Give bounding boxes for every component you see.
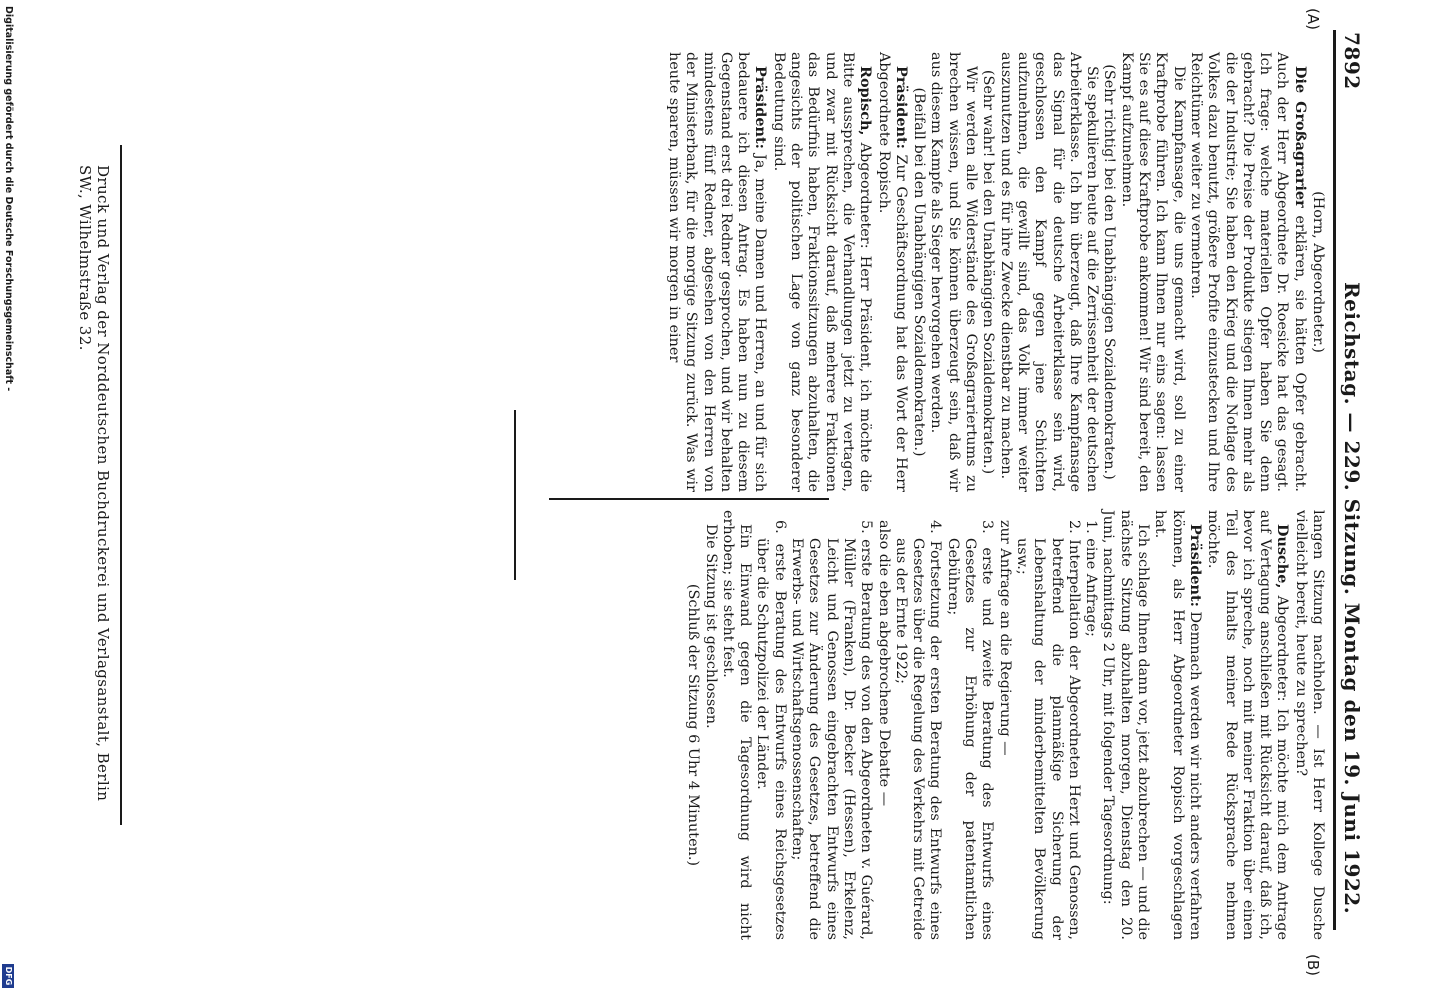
- page-number: 7892: [1340, 32, 1364, 90]
- interjection: (Sehr wahr! bei den Unabhängigen Sozialdemokraten.): [980, 69, 997, 475]
- interjection: (Sehr richtig! bei den Unabhängigen Sozialdemokraten.): [1101, 64, 1118, 480]
- paragraph-text: Zur Geschäftsordnung hat das Wort der Herr Abgeordnete Ropisch.: [875, 52, 909, 493]
- paragraph: Sie spekulieren heute auf die Zerrissenheit der deutschen Arbeiterklasse. Ich bin überzeugt, daß Ihre Kampfansage das Signal für die deutsche Arbeiterklasse sein wird, geschlossen den Kampf gegen jene Schichten aufzunehmen, die gewillt sind, das Volk immer weiter auszunutzen und es für ihre Zwecke dienstbar zu machen.: [997, 52, 1101, 492]
- agenda-item: also die eben abgebrochene Debatte —: [875, 520, 892, 807]
- imprint-line: Druck und Verlag der Norddeutschen Buchdruckerei und Verlagsanstalt, Berlin SW., Wilhelmstraße 32.: [76, 165, 112, 802]
- agenda-item: 6. erste Beratung des Entwurfs eines Reichsgesetzes über die Schutzpolizei der Länder.: [754, 520, 788, 940]
- margin-mark-b: (B): [1304, 954, 1322, 976]
- paragraph-text: Ja, meine Damen und Herren, an und für sich bedauere ich diesen Antrag. Es haben nun zu diesem Gegenstand erst drei Redner gesprochen, und wir behalten mindestens fünf Redner, abgesehen von den Herren von der Ministerbank, für die morgige Sitzung zurück. Was wir heute sparen, müssen wir morgen in einer: [666, 52, 769, 493]
- speaker-name: Präsident:: [1186, 524, 1204, 607]
- page-header: [1336, 32, 1366, 942]
- paragraph: [1187, 52, 1309, 492]
- end-rule: [514, 410, 516, 580]
- agenda-item: 3. erste und zweite Beratung des Entwurfs eines Gesetzes zur Erhöhung der patentamtlichen Gebühren;: [944, 520, 996, 940]
- paragraph: Die Sitzung ist geschlossen.: [702, 524, 719, 729]
- agenda-item: 2. Interpellation der Abgeordneten Herzt und Genossen, betreffend die planmäßige Sicherung der Lebenshaltung der minderbemittelten Bevölkerung usw.;: [1013, 520, 1082, 940]
- paragraph: [770, 52, 875, 492]
- speaker-name: Präsident:: [752, 66, 770, 149]
- agenda-list: [753, 520, 1100, 940]
- speaker-name: Dusche,: [1274, 524, 1292, 589]
- paragraph: langen Sitzung nachholen. — Ist Herr Kollege Dusche vielleicht bereit, heute zu sprechen?: [1292, 510, 1326, 940]
- speaker-line: (Horn, Abgeordneter.): [1310, 191, 1326, 353]
- speaker-name: Präsident:: [892, 66, 910, 149]
- paragraph: Wir werden alle Widerstände des Großagrariertums zu brechen wissen, und Sie können überzeugt sein, daß wir aus diesem Kampfe als Sieger hervorgehen werden.: [928, 52, 980, 492]
- agenda-item: 4. Fortsetzung der ersten Beratung des Entwurfs eines Gesetzes über die Regelung des Verkehrs mit Getreide aus der Ernte 1922;: [892, 520, 944, 940]
- paragraph-text: Abgeordneter: Ich möchte mich dem Antrage auf Vertagung anschließen mit Rücksicht darauf, daß ich, bevor ich spreche, noch mit meiner Fraktion über einen Teil des Inhalts meiner Rede Rücksprache nehmen möchte.: [1205, 510, 1291, 940]
- digitization-footer: [0, 0, 14, 1000]
- paragraph: [665, 52, 770, 492]
- paragraph: Ein Einwand gegen die Tagesordnung wird nicht erhoben; sie steht fest.: [719, 510, 754, 940]
- footer-text: Digitalisierung gefördert durch die Deutsche Forschungsgemeinschaft -: [3, 6, 14, 392]
- paragraph-text: erklären, sie hätten Opfer gebracht. Auch der Herr Abgeordnete Dr. Roesicke hat das gesagt. Ich frage: welche materiellen Opfer haben Sie denn gebracht? Die Preise der Produkte stiegen Ihnen mehr als die der Industrie; Sie haben den Krieg und die Notlage des Volkes dazu benutzt, größere Profite einzustecken und Ihre Reichtümer weiter zu vermehren.: [1187, 52, 1308, 492]
- page-title: Reichstag. — 229. Sitzung. Montag den 19. Juni 1922.: [1340, 282, 1364, 915]
- paragraph: Die Kampfansage, die uns gemacht wird, soll zu einer Kraftprobe führen. Ich kann Ihnen nur eins sagen: lassen Sie es auf diese Kraftprobe ankommen! Wir sind bereit, den Kampf aufzunehmen.: [1118, 52, 1187, 492]
- paragraph-text: Demnach werden wir nicht anders verfahren können, als Herr Abgeordneter Ropisch vorgeschlagen hat.: [1152, 510, 1203, 940]
- paragraph: [1204, 510, 1291, 940]
- agenda-item: 5. erste Beratung des von den Abgeordneten v. Guérard, Müller (Franken), Dr. Becker (Hessen), Erkelenz, Leicht und Genossen eingebrachten Entwurfs eines Gesetzes zur Änderung des Gesetzes, betreffend die Erwerbs- und Wirtschaftsgenossenschaften;: [789, 520, 875, 940]
- agenda-item: 1. eine Anfrage;: [1083, 520, 1100, 637]
- paragraph: [874, 52, 910, 492]
- imprint-rule: [121, 145, 123, 825]
- emphasis: Die Großagrarier: [1291, 66, 1309, 208]
- column-divider: [549, 498, 829, 500]
- left-column: [566, 52, 1326, 492]
- header-rule: [1333, 30, 1336, 930]
- paragraph: [1151, 510, 1204, 940]
- right-column: [566, 510, 1326, 940]
- interjection: (Beifall bei den Unabhängigen Sozialdemokraten.): [911, 87, 928, 457]
- agenda-item: zur Anfrage an die Regierung —: [996, 520, 1013, 756]
- dfg-logo-icon: DFG: [2, 964, 14, 988]
- paragraph: Ich schlage Ihnen dann vor, jetzt abzubrechen — und die nächste Sitzung abzuhalten morgen, Dienstag den 20. Juni, nachmittags 2 Uhr, mit folgender Tagesordnung:: [1100, 510, 1152, 940]
- session-close-note: (Schluß der Sitzung 6 Uhr 4 Minuten.): [685, 583, 702, 867]
- margin-mark-a: (A): [1304, 8, 1322, 30]
- paragraph-text: Abgeordneter: Herr Präsident, ich möchte die Bitte aussprechen, die Verhandlungen jetzt zu vertagen, und zwar mit Rücksicht darauf, daß mehrere Fraktionen das Bedürfnis haben, Fraktionssitzungen abzuhalten, die angesichts der politischen Lage von ganz besonderer Bedeutung sind.: [770, 52, 874, 493]
- speaker-name: Ropisch,: [857, 66, 875, 136]
